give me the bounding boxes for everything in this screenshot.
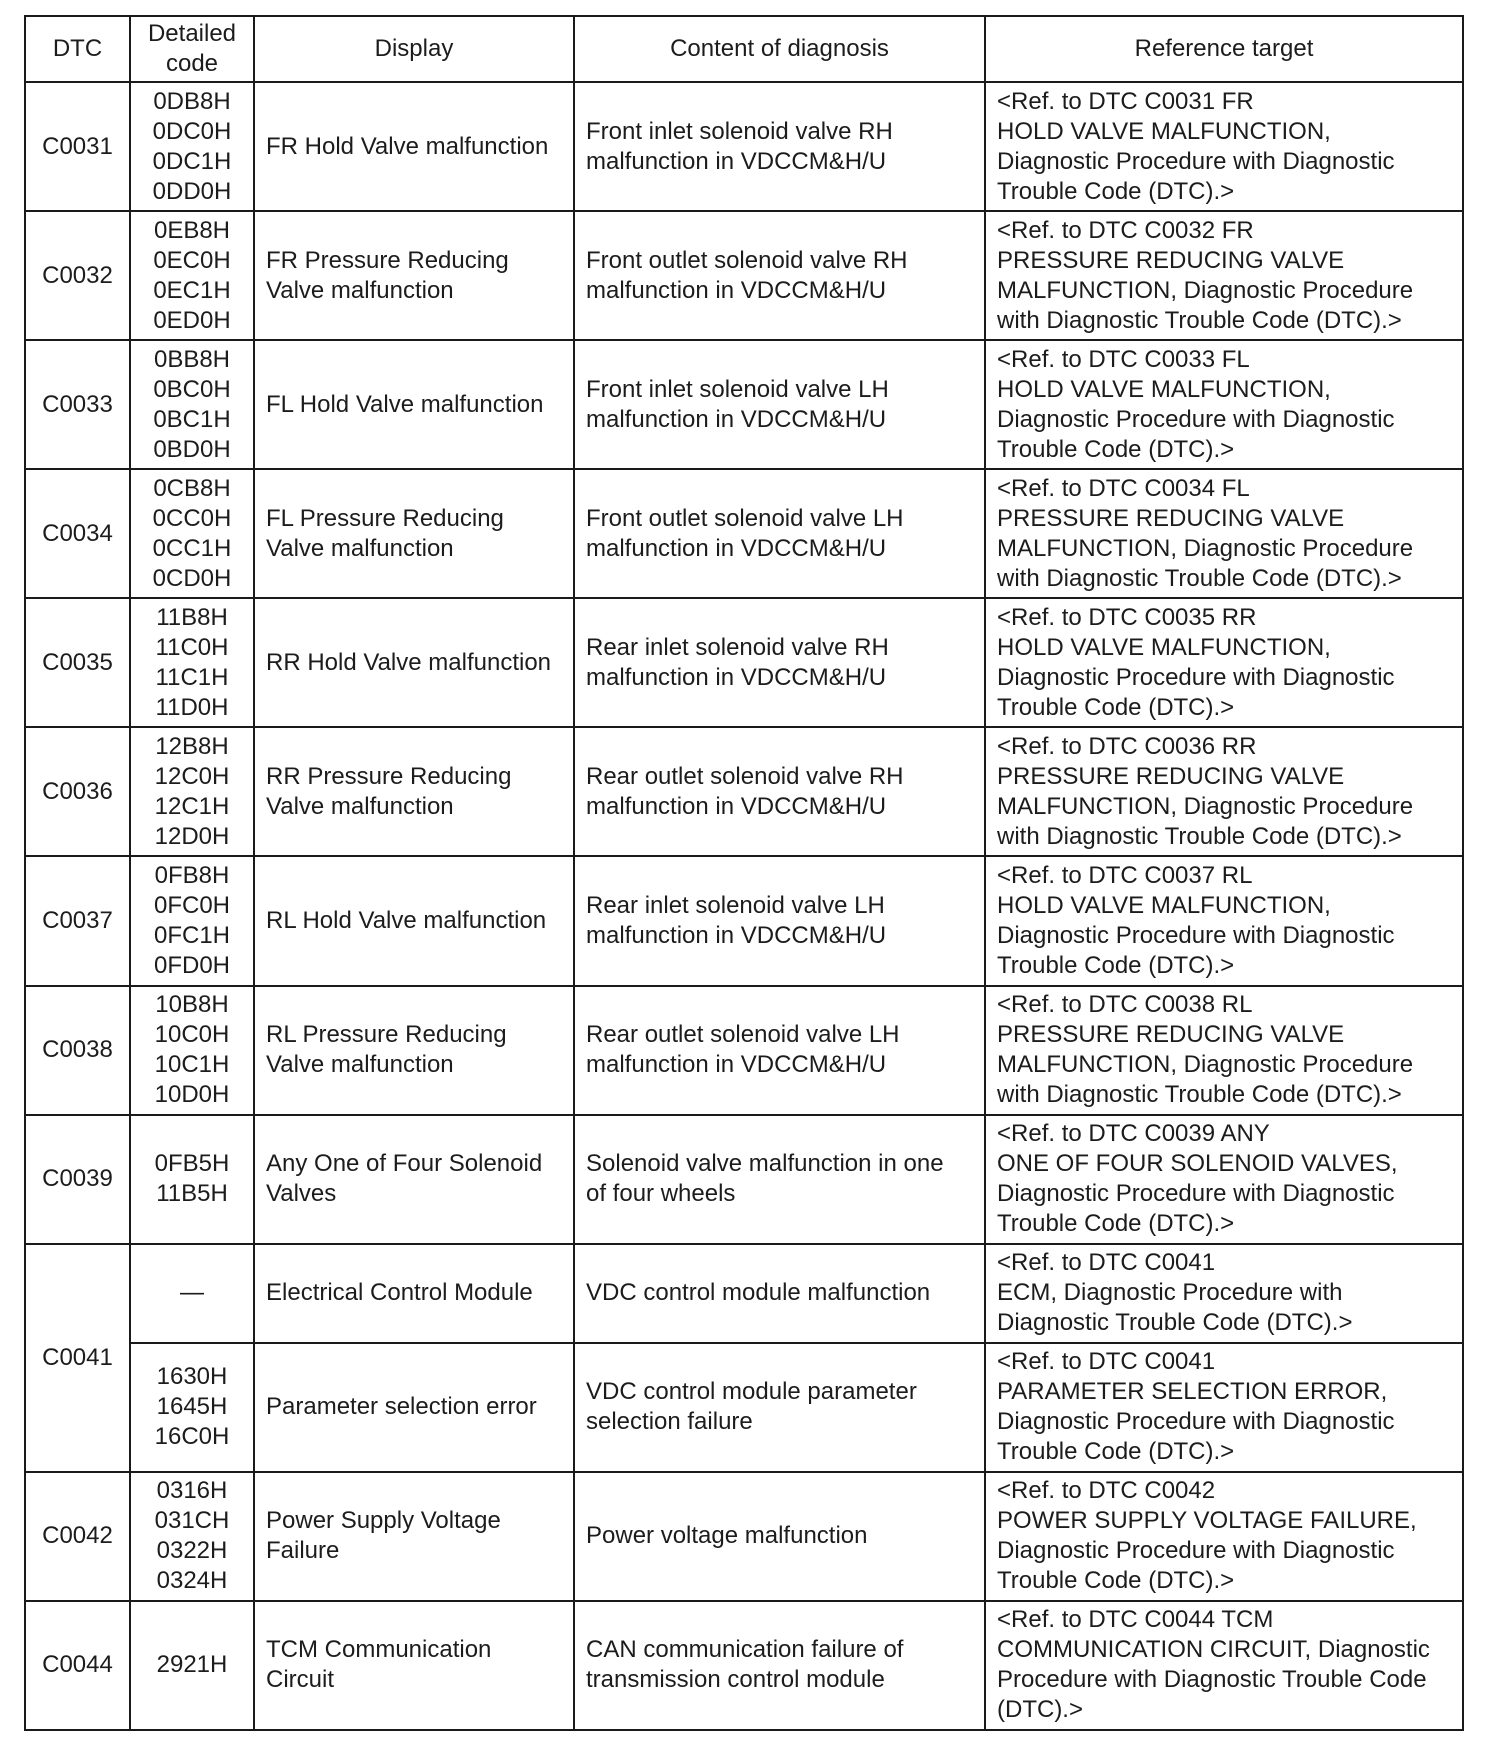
reference-cell-line: <Ref. to DTC C0032 FR	[997, 216, 1254, 244]
detailed-code-cell	[130, 1472, 254, 1601]
detailed-code-cell-line: 0BC0H	[153, 375, 231, 403]
content-cell-line: Power voltage malfunction	[586, 1522, 868, 1550]
detailed-code-cell-line: 0322H	[156, 1537, 228, 1565]
detailed-code-cell	[130, 1343, 254, 1472]
content-cell	[574, 340, 985, 469]
detailed-code-cell-line: 0BD0H	[153, 435, 231, 463]
reference-cell-line: Trouble Code (DTC).>	[997, 177, 1235, 205]
detailed-code-cell	[130, 986, 254, 1115]
detailed-code-cell	[130, 1244, 254, 1343]
header-row	[25, 16, 1463, 82]
content-cell	[574, 1244, 985, 1343]
content-cell-line: malfunction in VDCCM&H/U	[586, 276, 887, 304]
display-cell-line: Electrical Control Module	[266, 1279, 533, 1307]
dtc-cell: C0034	[25, 469, 130, 598]
content-cell-line: malfunction in VDCCM&H/U	[586, 147, 887, 175]
table-row	[25, 1115, 1463, 1244]
display-cell-line: Valves	[266, 1180, 337, 1208]
detailed-code-cell-line: 0FD0H	[153, 952, 231, 979]
display-cell	[254, 1115, 574, 1244]
reference-cell-line: <Ref. to DTC C0034 FL	[997, 474, 1250, 502]
detailed-code-cell-line: —	[180, 1279, 204, 1307]
display-cell	[254, 82, 574, 211]
display-cell-line: Valve malfunction	[266, 534, 454, 562]
content-cell	[574, 1343, 985, 1472]
content-cell	[574, 211, 985, 340]
detailed-code-cell-line: 10C0H	[154, 1021, 230, 1049]
reference-cell-line: Diagnostic Procedure with Diagnostic	[997, 663, 1395, 691]
content-cell-line: Front outlet solenoid valve RH	[586, 246, 908, 274]
reference-cell-line: (DTC).>	[997, 1696, 1083, 1724]
reference-cell	[985, 340, 1463, 469]
detailed-code-cell-line: 0CB8H	[153, 474, 231, 502]
detailed-code-cell-line: 0EC0H	[153, 246, 231, 274]
detailed-code-cell-line: 1630H	[156, 1363, 228, 1391]
detailed-code-cell	[130, 82, 254, 211]
reference-cell-line: PRESSURE REDUCING VALVE	[997, 1021, 1345, 1049]
table-row	[25, 856, 1463, 985]
content-cell-line: CAN communication failure of	[586, 1636, 904, 1664]
dtc-table	[24, 15, 1464, 1731]
reference-cell-line: MALFUNCTION, Diagnostic Procedure	[997, 792, 1414, 820]
header-detailed-code-line1: Detailed	[147, 20, 237, 47]
detailed-code-cell-line: 0FB8H	[154, 862, 230, 889]
dtc-cell: C0037	[25, 856, 130, 985]
content-cell-line: Rear outlet solenoid valve RH	[586, 762, 904, 790]
display-cell	[254, 469, 574, 598]
detailed-code-cell-line: 12C1H	[154, 792, 230, 820]
detailed-code-cell-line: 0BC1H	[153, 405, 231, 433]
detailed-code-cell-line: 11C0H	[155, 633, 229, 661]
content-cell-line: malfunction in VDCCM&H/U	[586, 663, 887, 691]
table-row	[25, 1343, 1463, 1472]
content-cell	[574, 1472, 985, 1601]
dtc-cell: C0039	[25, 1115, 130, 1244]
reference-cell-line: <Ref. to DTC C0035 RR	[997, 603, 1257, 631]
detailed-code-cell-line: 0CC0H	[152, 504, 232, 532]
content-cell-line: malfunction in VDCCM&H/U	[586, 534, 887, 562]
dtc-cell: C0035	[25, 598, 130, 727]
reference-cell	[985, 469, 1463, 598]
reference-cell-line: with Diagnostic Trouble Code (DTC).>	[997, 1081, 1402, 1109]
display-cell	[254, 986, 574, 1115]
detailed-code-cell-line: 0DD0H	[152, 177, 232, 205]
display-cell-line: Power Supply Voltage	[266, 1507, 501, 1535]
display-cell-line: Circuit	[266, 1666, 335, 1694]
detailed-code-cell-line: 0324H	[156, 1567, 228, 1595]
table-row	[25, 598, 1463, 727]
reference-cell-line: MALFUNCTION, Diagnostic Procedure	[997, 534, 1414, 562]
detailed-code-cell-line: 0316H	[156, 1477, 228, 1505]
display-cell	[254, 598, 574, 727]
table-body	[25, 82, 1463, 1730]
reference-cell-line: Diagnostic Procedure with Diagnostic	[997, 405, 1395, 433]
content-cell-line: Rear inlet solenoid valve LH	[586, 892, 885, 919]
reference-cell-line: POWER SUPPLY VOLTAGE FAILURE,	[997, 1507, 1417, 1535]
reference-cell-line: <Ref. to DTC C0039 ANY	[997, 1120, 1270, 1148]
detailed-code-cell-line: 0EC1H	[153, 276, 231, 304]
table-row	[25, 1472, 1463, 1601]
reference-cell	[985, 1601, 1463, 1730]
dtc-cell: C0038	[25, 986, 130, 1115]
detailed-code-cell-line: 11C1H	[155, 663, 229, 691]
reference-cell-line: HOLD VALVE MALFUNCTION,	[997, 633, 1331, 661]
content-cell	[574, 1601, 985, 1730]
content-cell-line: VDC control module parameter	[586, 1378, 917, 1406]
detailed-code-cell	[130, 727, 254, 856]
table-row	[25, 211, 1463, 340]
detailed-code-cell-line: 0DB8H	[153, 87, 231, 115]
reference-cell-line: Diagnostic Procedure with Diagnostic	[997, 1408, 1395, 1436]
reference-cell-line: Diagnostic Procedure with Diagnostic	[997, 1180, 1395, 1208]
reference-cell-line: COMMUNICATION CIRCUIT, Diagnostic	[997, 1636, 1430, 1664]
display-cell-line: Any One of Four Solenoid	[266, 1150, 543, 1178]
detailed-code-cell-line: 0CC1H	[152, 534, 232, 562]
detailed-code-cell-line: 10B8H	[155, 991, 229, 1019]
reference-cell-line: HOLD VALVE MALFUNCTION,	[997, 117, 1331, 145]
display-cell-line: RR Pressure Reducing	[266, 762, 512, 790]
reference-cell-line: Diagnostic Procedure with Diagnostic	[997, 922, 1395, 949]
reference-cell-line: PARAMETER SELECTION ERROR,	[997, 1378, 1388, 1406]
display-cell-line: FR Pressure Reducing	[266, 246, 509, 274]
detailed-code-cell-line: 2921H	[156, 1651, 228, 1679]
reference-cell-line: Procedure with Diagnostic Trouble Code	[997, 1666, 1427, 1694]
content-cell-line: malfunction in VDCCM&H/U	[586, 922, 887, 949]
content-cell	[574, 82, 985, 211]
detailed-code-cell-line: 0ED0H	[153, 306, 231, 334]
table-row	[25, 82, 1463, 211]
reference-cell-line: <Ref. to DTC C0041	[997, 1249, 1216, 1277]
detailed-code-cell-line: 0FC1H	[153, 922, 231, 949]
detailed-code-cell	[130, 211, 254, 340]
display-cell-line: RL Pressure Reducing	[266, 1021, 507, 1049]
content-cell-line: VDC control module malfunction	[586, 1279, 931, 1307]
detailed-code-cell-line: 11B5H	[156, 1180, 228, 1208]
dtc-cell: C0044	[25, 1601, 130, 1730]
reference-cell-line: Trouble Code (DTC).>	[997, 1567, 1235, 1595]
detailed-code-cell-line: 16C0H	[154, 1423, 230, 1451]
reference-cell-line: Diagnostic Procedure with Diagnostic	[997, 1537, 1395, 1565]
display-cell-line: Valve malfunction	[266, 1051, 454, 1079]
reference-cell-line: PRESSURE REDUCING VALVE	[997, 762, 1345, 790]
reference-cell-line: MALFUNCTION, Diagnostic Procedure	[997, 1051, 1414, 1079]
detailed-code-cell-line: 0DC1H	[152, 147, 232, 175]
display-cell-line: Failure	[266, 1537, 340, 1565]
content-cell-line: Rear outlet solenoid valve LH	[586, 1021, 900, 1049]
detailed-code-cell	[130, 1601, 254, 1730]
content-cell-line: malfunction in VDCCM&H/U	[586, 1051, 887, 1079]
detailed-code-cell	[130, 598, 254, 727]
reference-cell-line: ECM, Diagnostic Procedure with	[997, 1279, 1343, 1307]
content-cell-line: malfunction in VDCCM&H/U	[586, 405, 887, 433]
detailed-code-cell-line: 0FB5H	[154, 1150, 230, 1178]
reference-cell	[985, 986, 1463, 1115]
reference-cell-line: Trouble Code (DTC).>	[997, 1210, 1235, 1238]
header-content: Content of diagnosis	[574, 16, 985, 82]
display-cell	[254, 856, 574, 985]
reference-cell-line: <Ref. to DTC C0044 TCM	[997, 1606, 1274, 1634]
header-reference: Reference target	[985, 16, 1463, 82]
reference-cell-line: <Ref. to DTC C0041	[997, 1348, 1216, 1376]
display-cell-line: FR Hold Valve malfunction	[266, 132, 549, 160]
header-detailed-code	[130, 16, 254, 82]
reference-cell-line: Diagnostic Procedure with Diagnostic	[997, 147, 1395, 175]
reference-cell-line: with Diagnostic Trouble Code (DTC).>	[997, 822, 1402, 850]
header-detailed-code-line2: code	[165, 50, 219, 77]
detailed-code-cell	[130, 469, 254, 598]
detailed-code-cell-line: 1645H	[156, 1393, 228, 1421]
reference-cell	[985, 598, 1463, 727]
detailed-code-cell-line: 031CH	[154, 1507, 230, 1535]
reference-cell	[985, 727, 1463, 856]
reference-cell-line: MALFUNCTION, Diagnostic Procedure	[997, 276, 1414, 304]
content-cell-line: Front inlet solenoid valve LH	[586, 375, 889, 403]
display-cell-line: RL Hold Valve malfunction	[266, 907, 547, 934]
content-cell	[574, 727, 985, 856]
display-cell	[254, 727, 574, 856]
detailed-code-cell-line: 10D0H	[154, 1081, 230, 1109]
reference-cell-line: PRESSURE REDUCING VALVE	[997, 504, 1345, 532]
reference-cell-line: <Ref. to DTC C0042	[997, 1477, 1216, 1505]
dtc-cell: C0033	[25, 340, 130, 469]
table-header	[25, 16, 1463, 82]
display-cell-line: FL Hold Valve malfunction	[266, 390, 544, 418]
reference-cell-line: Trouble Code (DTC).>	[997, 952, 1235, 979]
detailed-code-cell-line: 0CD0H	[152, 564, 232, 592]
detailed-code-cell-line: 10C1H	[154, 1051, 230, 1079]
content-cell-line: Solenoid valve malfunction in one	[586, 1150, 944, 1178]
reference-cell	[985, 211, 1463, 340]
content-cell-line: Front inlet solenoid valve RH	[586, 117, 893, 145]
reference-cell-line: <Ref. to DTC C0036 RR	[997, 732, 1257, 760]
content-cell	[574, 1115, 985, 1244]
dtc-cell: C0032	[25, 211, 130, 340]
detailed-code-cell	[130, 1115, 254, 1244]
content-cell	[574, 856, 985, 985]
table-row	[25, 986, 1463, 1115]
detailed-code-cell	[130, 856, 254, 985]
display-cell	[254, 1472, 574, 1601]
reference-cell-line: ONE OF FOUR SOLENOID VALVES,	[997, 1150, 1398, 1178]
detailed-code-cell-line: 11D0H	[155, 693, 229, 721]
content-cell	[574, 469, 985, 598]
content-cell-line: Front outlet solenoid valve LH	[586, 504, 904, 532]
reference-cell-line: PRESSURE REDUCING VALVE	[997, 246, 1345, 274]
reference-cell	[985, 1244, 1463, 1343]
table-row	[25, 1244, 1463, 1343]
detailed-code-cell-line: 11B8H	[156, 603, 228, 631]
reference-cell-line: Trouble Code (DTC).>	[997, 693, 1235, 721]
display-cell	[254, 1343, 574, 1472]
reference-cell-line: Diagnostic Trouble Code (DTC).>	[997, 1309, 1353, 1337]
reference-cell-line: Trouble Code (DTC).>	[997, 435, 1235, 463]
reference-cell-line: <Ref. to DTC C0033 FL	[997, 345, 1250, 373]
display-cell	[254, 1244, 574, 1343]
display-cell-line: FL Pressure Reducing	[266, 504, 504, 532]
display-cell-line: Valve malfunction	[266, 276, 454, 304]
reference-cell-line: HOLD VALVE MALFUNCTION,	[997, 892, 1331, 919]
detailed-code-cell-line: 0DC0H	[152, 117, 232, 145]
table-row	[25, 469, 1463, 598]
reference-cell-line: <Ref. to DTC C0031 FR	[997, 87, 1254, 115]
content-cell-line: malfunction in VDCCM&H/U	[586, 792, 887, 820]
dtc-cell: C0036	[25, 727, 130, 856]
reference-cell-line: with Diagnostic Trouble Code (DTC).>	[997, 564, 1402, 592]
reference-cell-line: with Diagnostic Trouble Code (DTC).>	[997, 306, 1402, 334]
reference-cell-line: <Ref. to DTC C0037 RL	[997, 862, 1253, 889]
reference-cell	[985, 856, 1463, 985]
reference-cell-line: Trouble Code (DTC).>	[997, 1438, 1235, 1466]
display-cell	[254, 211, 574, 340]
content-cell-line: Rear inlet solenoid valve RH	[586, 633, 889, 661]
detailed-code-cell-line: 0FC0H	[153, 892, 231, 919]
content-cell	[574, 598, 985, 727]
table-row	[25, 1601, 1463, 1730]
display-cell-line: Valve malfunction	[266, 792, 454, 820]
dtc-cell: C0031	[25, 82, 130, 211]
detailed-code-cell-line: 12C0H	[154, 762, 230, 790]
display-cell-line: RR Hold Valve malfunction	[266, 648, 552, 676]
display-cell	[254, 1601, 574, 1730]
reference-cell	[985, 1343, 1463, 1472]
header-display: Display	[254, 16, 574, 82]
reference-cell	[985, 82, 1463, 211]
table-row	[25, 340, 1463, 469]
display-cell-line: Parameter selection error	[266, 1393, 537, 1421]
content-cell-line: transmission control module	[586, 1666, 885, 1694]
reference-cell-line: <Ref. to DTC C0038 RL	[997, 991, 1253, 1019]
detailed-code-cell-line: 12D0H	[154, 822, 230, 850]
dtc-cell: C0041	[25, 1244, 130, 1472]
header-dtc: DTC	[25, 16, 130, 82]
detailed-code-cell-line: 0EB8H	[153, 216, 231, 244]
detailed-code-cell-line: 12B8H	[155, 732, 229, 760]
reference-cell	[985, 1115, 1463, 1244]
content-cell-line: selection failure	[586, 1408, 753, 1436]
dtc-cell: C0042	[25, 1472, 130, 1601]
content-cell-line: of four wheels	[586, 1180, 736, 1208]
display-cell	[254, 340, 574, 469]
display-cell-line: TCM Communication	[266, 1636, 492, 1664]
reference-cell-line: HOLD VALVE MALFUNCTION,	[997, 375, 1331, 403]
table-row	[25, 727, 1463, 856]
content-cell	[574, 986, 985, 1115]
detailed-code-cell-line: 0BB8H	[153, 345, 231, 373]
reference-cell	[985, 1472, 1463, 1601]
detailed-code-cell	[130, 340, 254, 469]
